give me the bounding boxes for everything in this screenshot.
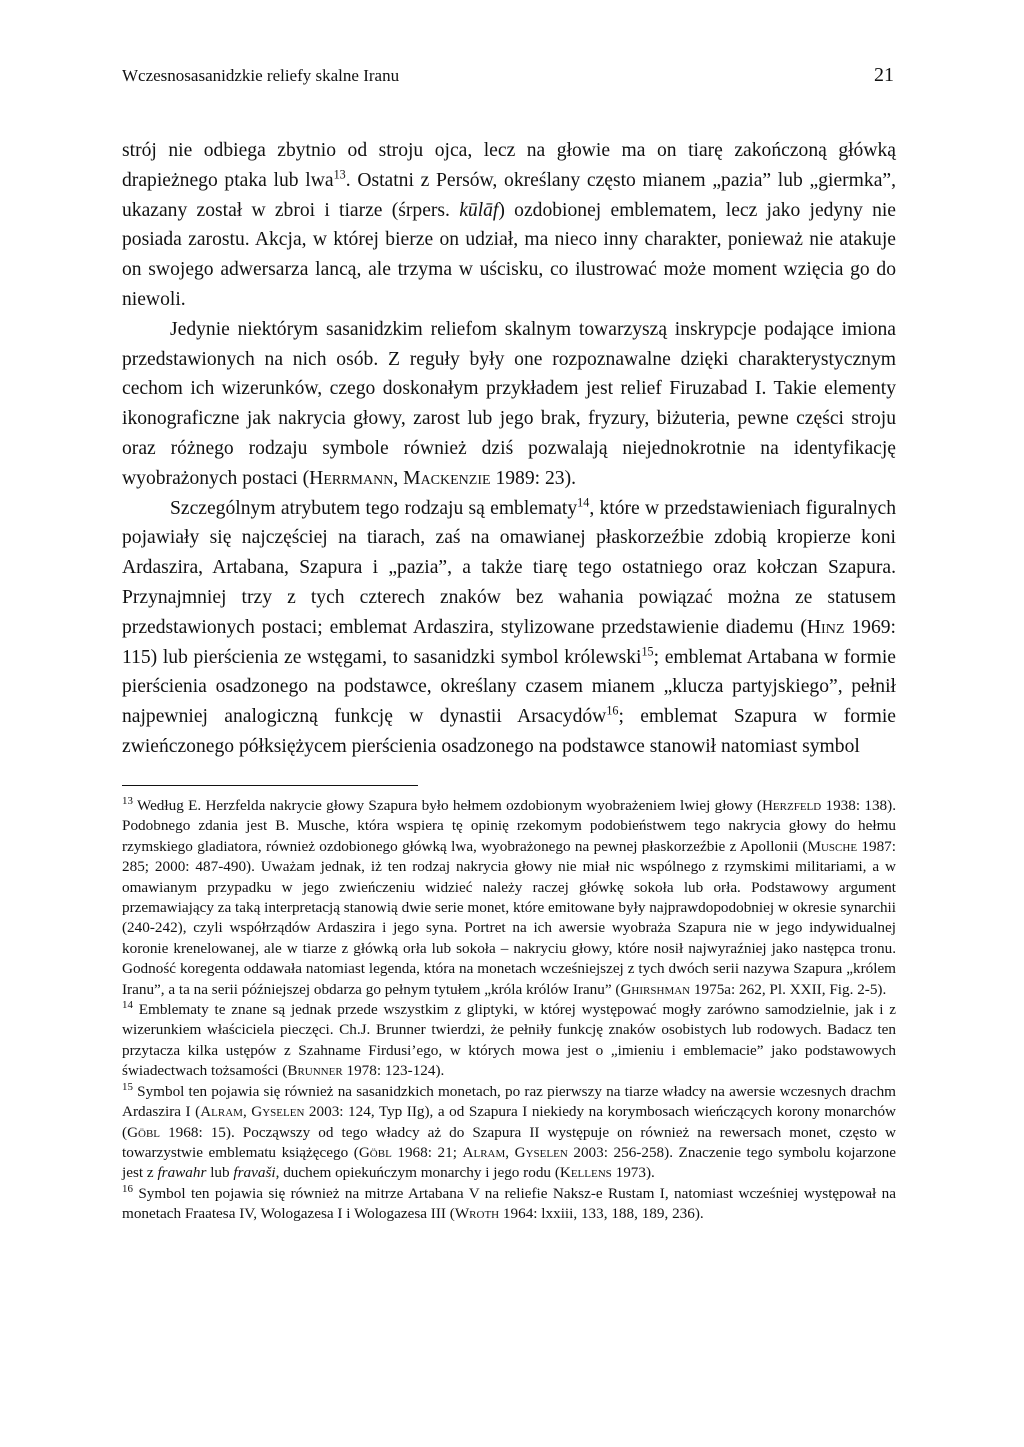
text-run: , które w przedstawieniach figuralnych pojawiały się najczęściej na tiarach, zaś na omawianej płaskorzeźbie zdobią kropierze koni Ardaszira, Artabana, Szapura i „pazia”, a także tiarę tego ostatniego oraz kołczan Szapura. Przynajmniej trzy z tych czterech znaków bez wahania powiązać można ze statusem przedstawionych postaci; emblemat Ardaszira, stylizowane przedstawienie diademu ( <box>122 497 896 638</box>
italic-term: frawahr <box>157 1164 207 1182</box>
italic-term: kūlāf <box>459 199 499 221</box>
text-run: , <box>242 1103 252 1121</box>
text-run: 1968: 21; <box>391 1143 463 1161</box>
text-run: , <box>505 1143 515 1161</box>
italic-term: fravaši <box>233 1164 276 1182</box>
paragraph-2 <box>122 315 896 494</box>
text-run: strój nie odbiega zbytnio od stroju ojca, lecz na głowie ma on tiarę zakończoną główką drapieżnego ptaka lub lwa <box>122 140 896 191</box>
footnote-ref-16: 16 <box>606 703 619 718</box>
page-header <box>122 64 894 87</box>
text-run: , duchem opiekuńczym monarchy i jego rodu ( <box>275 1164 560 1182</box>
footnote-15 <box>122 1082 896 1184</box>
paragraph-1 <box>122 136 896 315</box>
citation-author: Alram <box>200 1103 243 1121</box>
footnote-separator <box>122 785 418 786</box>
citation-author: Wroth <box>454 1205 500 1223</box>
text-run: Szczególnym atrybutem tego rodzaju są emblematy <box>170 497 578 519</box>
citation-author: Kellens <box>559 1164 612 1182</box>
text-run: 1978: 123-124). <box>342 1062 445 1080</box>
running-title: Wczesnosasanidzkie reliefy skalne Iranu <box>122 66 400 85</box>
text-run: Symbol ten pojawia się również na sasanidzkich monetach, po raz pierwszy na tiarze władcy na awersie wczesnych drachm Ardaszira I ( <box>122 1082 896 1121</box>
text-run: Symbol ten pojawia się również na mitrze Artabana V na reliefie Naksz-e Rustam I, natomiast wcześniej występował na monetach Fraatesa IV, Wologazesa I i Wologazesa III ( <box>122 1184 896 1223</box>
text-run: 2003: 124, Typ IIg), a od Szapura I niekiedy na korymbosach wieńczących korony monarchów ( <box>122 1103 897 1141</box>
text-run: lub <box>206 1164 234 1182</box>
text-run: Emblematy te znane są jednak przede wszystkim z gliptyki, w której występować mogły zarówno samodzielnie, jak i z wizerunkiem właściciela pieczęci. Ch.J. Brunner twierdzi, że pełniły funkcję znaków osobistych lub rodowych. Badacz ten przytacza kilka ustępów z Szahname Firdusi’ego, w których mowa jest o „imieniu i emblemacie” jako podstawowych świadectwach tożsamości ( <box>122 1001 896 1080</box>
citation-author: Alram <box>462 1143 506 1161</box>
text-run: Według E. Herzfelda nakrycie głowy Szapura było hełmem ozdobionym wyobrażeniem lwiej głowy ( <box>132 797 762 814</box>
text-run: Jedynie niektórym sasanidzkim reliefom skalnym towarzyszą inskrypcje podające imiona przedstawionych na nich osób. Z reguły były one rozpoznawalne dzięki charakterystycznym cechom ich wizerunków, czego doskonałym przykładem jest relief Firuzabad I. Takie elementy ikonograficzne jak nakrycia głowy, zarost lub jego brak, fryzury, biżuteria, pewne części stroju oraz różnego rodzaju symbole również dziś pozwalają niejednokrotnie na identyfikację wyobrażonych postaci ( <box>122 318 896 489</box>
text-run: . Ostatni z Persów, określany często mianem „pazia” lub „giermka”, ukazany został w zbroi i tiarze (śrpers. <box>122 169 896 221</box>
footnotes <box>122 796 896 1225</box>
citation-author: Göbl <box>358 1143 392 1161</box>
citation-author: Gyselen <box>251 1103 305 1121</box>
footnote-number: 14 <box>122 999 133 1011</box>
footnote-16 <box>122 1184 896 1225</box>
citation-author: Musche <box>807 837 858 855</box>
citation-author: Brunner <box>287 1062 343 1080</box>
text-run: 1989: 23). <box>490 467 577 489</box>
text-run: ) ozdobionej emblematem, lecz jako jedyny nie posiada zarostu. Akcja, w której bierze on udział, ma nieco inny charakter, ponieważ nie atakuje on swojego adwersarza lancą, ale trzyma w uścisku, co ilustrować może moment wzięcia go do niewoli. <box>122 199 897 310</box>
text-run: 1969: 115) lub pierścienia ze wstęgami, to sasanidzki symbol królewski <box>122 616 896 668</box>
footnote-number: 16 <box>122 1182 133 1195</box>
text-run: 1987: 285; 2000: 487-490). Uważam jednak, iż ten rodzaj nakrycia głowy nie miał nic wspólnego z rzymskimi militariami, a w omawianym przypadku w jego zwieńczeniu widzieć należy raczej główkę sokoła lub orła. Podstawowy argument przemawiający za taką interpretacją stanowią dwie serie monet, które emitowane były najprawdopodobniej w okresie synarchii (240-242), czyli współrządów Ardaszira i jego syna. Portret na ich awersie wyobraża Szapura nie w jego indywidualnej koronie krenelowanej, ale w tiarze z główką orła lub sokoła – nakryciu głowy, które nosił najwyraźniej jako następca tronu. Godność koregenta oddawała natomiast legenda, która na monetach wcześniejszej z tych dwóch serii nazywa Szapura „królem Iranu”, a ta na serii późniejszej obdarza go pełnym tytułem „króla królów Iranu” ( <box>122 837 896 998</box>
text-run: 1938: 138). Podobnego zdania jest B. Musche, która wspiera tę opinię rzekomym podobieństwem tego nakrycia głowy do hełmu rzymskiego gladiatora, również ozdobionego główką lwa, wyobrażonego na pewnej płaskorzeźbie z Apollonii ( <box>122 797 897 855</box>
text-run: 2003: 256-258). Znaczenie tego symbolu kojarzone jest z <box>122 1143 896 1182</box>
citation-author: Hinz <box>806 616 845 638</box>
citation-author: Göbl <box>127 1123 161 1141</box>
text-run: 1973). <box>611 1164 655 1182</box>
text-run: 1975a: 262, Pl. XXII, Fig. 2-5). <box>690 980 887 998</box>
text-run: ; emblemat Artabana w formie pierścienia osadzonego na podstawce, określany czasem mianem „klucza partyjskiego”, pełnił najpewniej analogiczną funkcję w dynastii Arsacydów <box>122 646 896 728</box>
citation-author: Herzfeld <box>761 797 822 814</box>
footnote-14 <box>122 1000 896 1082</box>
footnote-ref-15: 15 <box>641 644 654 659</box>
citation-author: Gyselen <box>514 1143 568 1161</box>
footnote-13 <box>122 796 896 1000</box>
main-text <box>122 136 896 762</box>
footnote-ref-13: 13 <box>333 167 346 182</box>
citation-author: Herrmann <box>309 467 394 489</box>
text-run: 1964: lxxiii, 133, 188, 189, 236). <box>499 1205 704 1223</box>
footnote-ref-14: 14 <box>577 495 590 510</box>
footnote-number: 15 <box>122 1080 133 1093</box>
page-number: 21 <box>874 64 894 86</box>
text-run: , <box>393 467 404 489</box>
citation-author: Ghirshman <box>620 980 691 998</box>
paragraph-3 <box>122 494 896 762</box>
text-run: 1968: 15). Począwszy od tego władcy aż do Szapura II występuje on również na rewersach monet, często w towarzystwie emblematu książęcego ( <box>122 1123 896 1161</box>
citation-author: Mackenzie <box>403 467 491 489</box>
text-run: ; emblemat Szapura w formie zwieńczonego półksiężycem pierścienia osadzonego na podstawce stanowił natomiast symbol <box>122 706 896 757</box>
footnote-number: 13 <box>122 794 133 807</box>
